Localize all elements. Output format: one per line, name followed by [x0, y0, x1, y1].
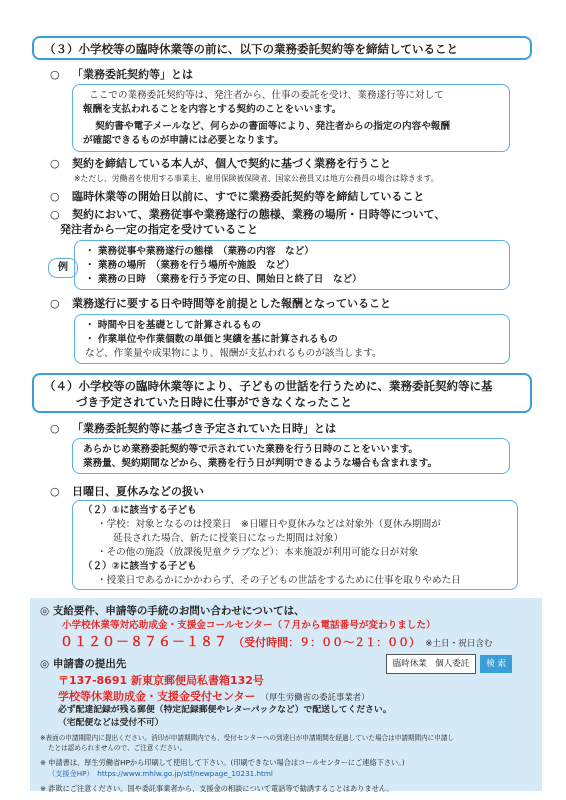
holidays-line: ・その他の施設（放課後児童クラブなど）：本来施設が利用可能な日が対象 [97, 547, 419, 558]
item-remuneration [50, 296, 391, 311]
scheduled-time-box [72, 438, 510, 474]
item-note: ※ただし、労働者を使用する事業主、雇用保険被保険者、国家公務員又は地方公務員の場合は除きます。 [74, 174, 439, 183]
item-title: 契約において、業務従事や業務遂行の態様、業務の場所・日時等について、 [72, 208, 446, 221]
example-line: ・ 業務の日時 （業務を行う予定の日、開始日と終了日 など） [85, 274, 362, 285]
section4-header-text: （４）小学校等の臨時休業等により、子どもの世話を行うために、業務委託契約等に基 [44, 379, 493, 393]
section4-header-text: づき予定されていた日時に仕事ができなくなったこと [76, 395, 352, 409]
item-title: 「業務委託契約等」とは [72, 68, 193, 81]
search-keyword-box[interactable]: 臨時休業 個人委託 [386, 654, 477, 674]
url-row [40, 768, 532, 779]
example-box [74, 240, 510, 290]
remuneration-line: など、作業量や成果物により、報酬が支払われるものが該当します。 [85, 348, 382, 359]
reception-hours: （受付時間：９：００～２１：００） [233, 636, 421, 649]
item-title: 臨時休業等の開始日以前に、すでに業務委託契約等を締結していること [72, 190, 425, 203]
hours-note: ※土日・祝日含む [425, 639, 493, 649]
mail-note-2: （宅配便などは受付不可） [58, 718, 164, 728]
support-url-link[interactable]: （支援金HP） https://www.mhlw.go.jp/stf/newpage_10231.html [48, 769, 273, 778]
contact-footer [30, 598, 542, 791]
holidays-box [72, 500, 518, 590]
definition-line: 報酬を支払われることを内容とする契約のことをいいます。 [83, 104, 342, 115]
definition-line: 契約書や電子メールなど、何らかの書面等により、発注者からの指定の内容や報酬 [95, 121, 450, 132]
remuneration-box [74, 314, 510, 364]
phone-row [40, 632, 532, 653]
submit-title: ◎ 申請書の提出先 [40, 657, 127, 670]
fraud-warning: ※ 詐欺にご注意ください。国や委託事業者から、支援金の相談について電話等で勧誘することはありません。 [40, 784, 394, 793]
contact-title: ◎ 支給要件、申請等の手続のお問い合わせについては、 [40, 605, 305, 617]
item-title-cont: 発注者から一定の指定を受けていること [60, 223, 258, 236]
item-title: 日曜日、夏休みなどの扱い [72, 485, 204, 498]
item-holidays [50, 484, 204, 499]
office-row [40, 688, 532, 704]
item-title: 「業務委託契約等に基づき予定されていた日時」とは [72, 422, 336, 435]
holidays-line: ・授業日であるかにかかわらず、その子どもの世話をするために仕事を取りやめた日 [97, 575, 461, 586]
example-line: ・ 業務の場所 （業務を行う場所や施設 など） [85, 260, 295, 271]
deadline-note: ※表面の申請期限内に提出ください。消印が申請期間内でも、受付センターへの到達日が申請期間を経過していた場合は申請期間内に申請し [40, 734, 455, 742]
example-line: ・ 業務従事や業務遂行の態様 （業務の内容 など） [85, 246, 314, 257]
circle-bullet-icon: ○ [50, 485, 60, 498]
circle-bullet-icon: ○ [50, 297, 60, 310]
phone-number[interactable]: ０１２０－８７６－１８７ [60, 635, 229, 650]
section3-header-text: （３）小学校等の臨時休業等の前に、以下の業務委託契約等を締結していること [44, 42, 458, 56]
circle-bullet-icon: ○ [50, 157, 60, 170]
definition-line: ここでの業務委託契約等は、発注者から、仕事の委託を受け、業務遂行等に対して [89, 90, 444, 101]
mail-note: 必ず配達記録が残る郵便（特定記録郵便やレターパックなど）で配送してください。 [58, 705, 392, 715]
holidays-line: （２）②に該当する子ども [83, 561, 197, 572]
submit-row [40, 653, 532, 674]
item-scheduled-time [50, 421, 336, 436]
scheduled-time-line: 業務量、契約期間などから、業務を行う日が判明できるような場合も含まれます。 [83, 458, 438, 469]
postal-address: 〒137-8691 新東京郵便局私書箱132号 [58, 674, 264, 687]
holidays-line: （２）①に該当する子ども [83, 505, 197, 516]
item-business-contract [50, 67, 193, 82]
definition-line: が確認できるものが申請には必要となります。 [83, 135, 284, 146]
item-title: 業務遂行に要する日や時間等を前提とした報酬となっていること [72, 297, 391, 310]
holidays-line: 延長された場合、新たに授業日になった期間は対象） [113, 533, 344, 544]
definition-box [72, 84, 510, 152]
remuneration-line: ・ 作業単位や作業個数の単価と実績を基に計算されるもの [85, 334, 338, 345]
call-center-name: 小学校休業等対応助成金・支援金コールセンター（７月から電話番号が変わりました） [62, 620, 436, 631]
circle-bullet-icon: ○ [50, 68, 60, 81]
item-contract-date [50, 189, 424, 204]
item-title: 契約を締結している本人が、個人で契約に基づく業務を行うこと [72, 157, 391, 170]
item-specified-terms [50, 207, 445, 222]
search-tag [386, 653, 512, 674]
circle-bullet-icon: ○ [50, 422, 60, 435]
circle-bullet-icon: ○ [50, 190, 60, 203]
remuneration-line: ・ 時間や日を基礎として計算されるもの [85, 320, 262, 331]
section4-header [32, 373, 532, 413]
scheduled-time-line: あらかじめ業務委託契約等で示されていた業務を行う日時のことをいいます。 [83, 444, 419, 455]
office-name: 学校等休業助成金・支援金受付センター [58, 690, 256, 703]
deadline-note: たとは認められませんので、ご注意ください。 [48, 744, 187, 752]
search-button[interactable]: 検 索 [480, 655, 512, 673]
section3-header [32, 36, 532, 60]
office-note: （厚生労働省の委託事業者） [260, 692, 370, 702]
circle-bullet-icon: ○ [50, 208, 60, 221]
holidays-line: ・学校：対象となるのは授業日 ※日曜日や夏休みなどは対象外（夏休み期間が [97, 519, 441, 530]
example-badge: 例 [48, 258, 78, 278]
form-note: ※ 申請書は、厚生労働省HPから印刷して使用して下さい。(印刷できない場合はコールセンターにご連絡下さい。) [40, 758, 405, 767]
item-individual-contract [50, 156, 391, 171]
